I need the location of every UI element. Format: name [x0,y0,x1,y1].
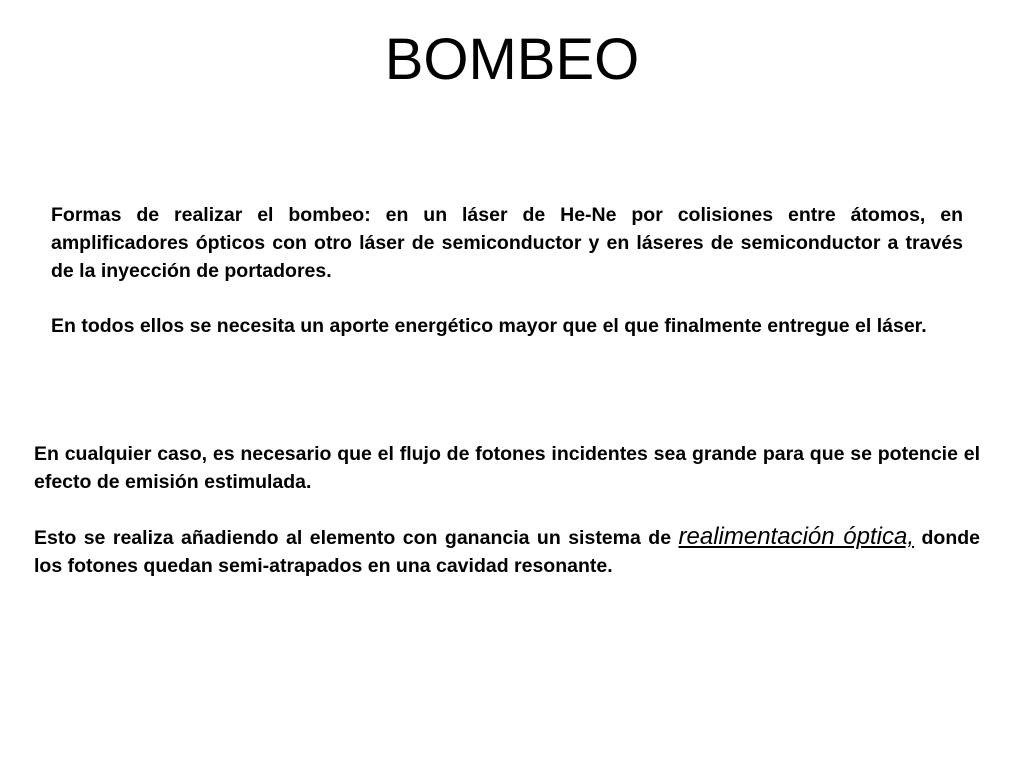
feedback-text-before: Esto se realiza añadiendo al elemento con ganancia un sistema de [34,527,679,549]
paragraph-energy-input: En todos ellos se necesita un aporte energético mayor que el que finalmente entregue el láser. [51,315,927,337]
slide-title: BOMBEO [384,27,640,92]
paragraph-optical-feedback [34,523,980,580]
feedback-text-after: donde los fotones quedan semi-atrapados en una cavidad resonante. [34,527,980,577]
paragraph-pumping-methods: Formas de realizar el bombeo: en un láser de He-Ne por colisiones entre átomos, en amplificadores ópticos con otro láser de semiconductor y en láseres de semiconductor a través de la inyección de portadores. [51,204,963,282]
paragraph-photon-flux: En cualquier caso, es necesario que el flujo de fotones incidentes sea grande para que se potencie el efecto de emisión estimulada. [34,443,980,493]
optical-feedback-term: realimentación óptica, [678,523,915,550]
text-block-pumping [51,201,963,340]
text-block-feedback [34,440,980,580]
